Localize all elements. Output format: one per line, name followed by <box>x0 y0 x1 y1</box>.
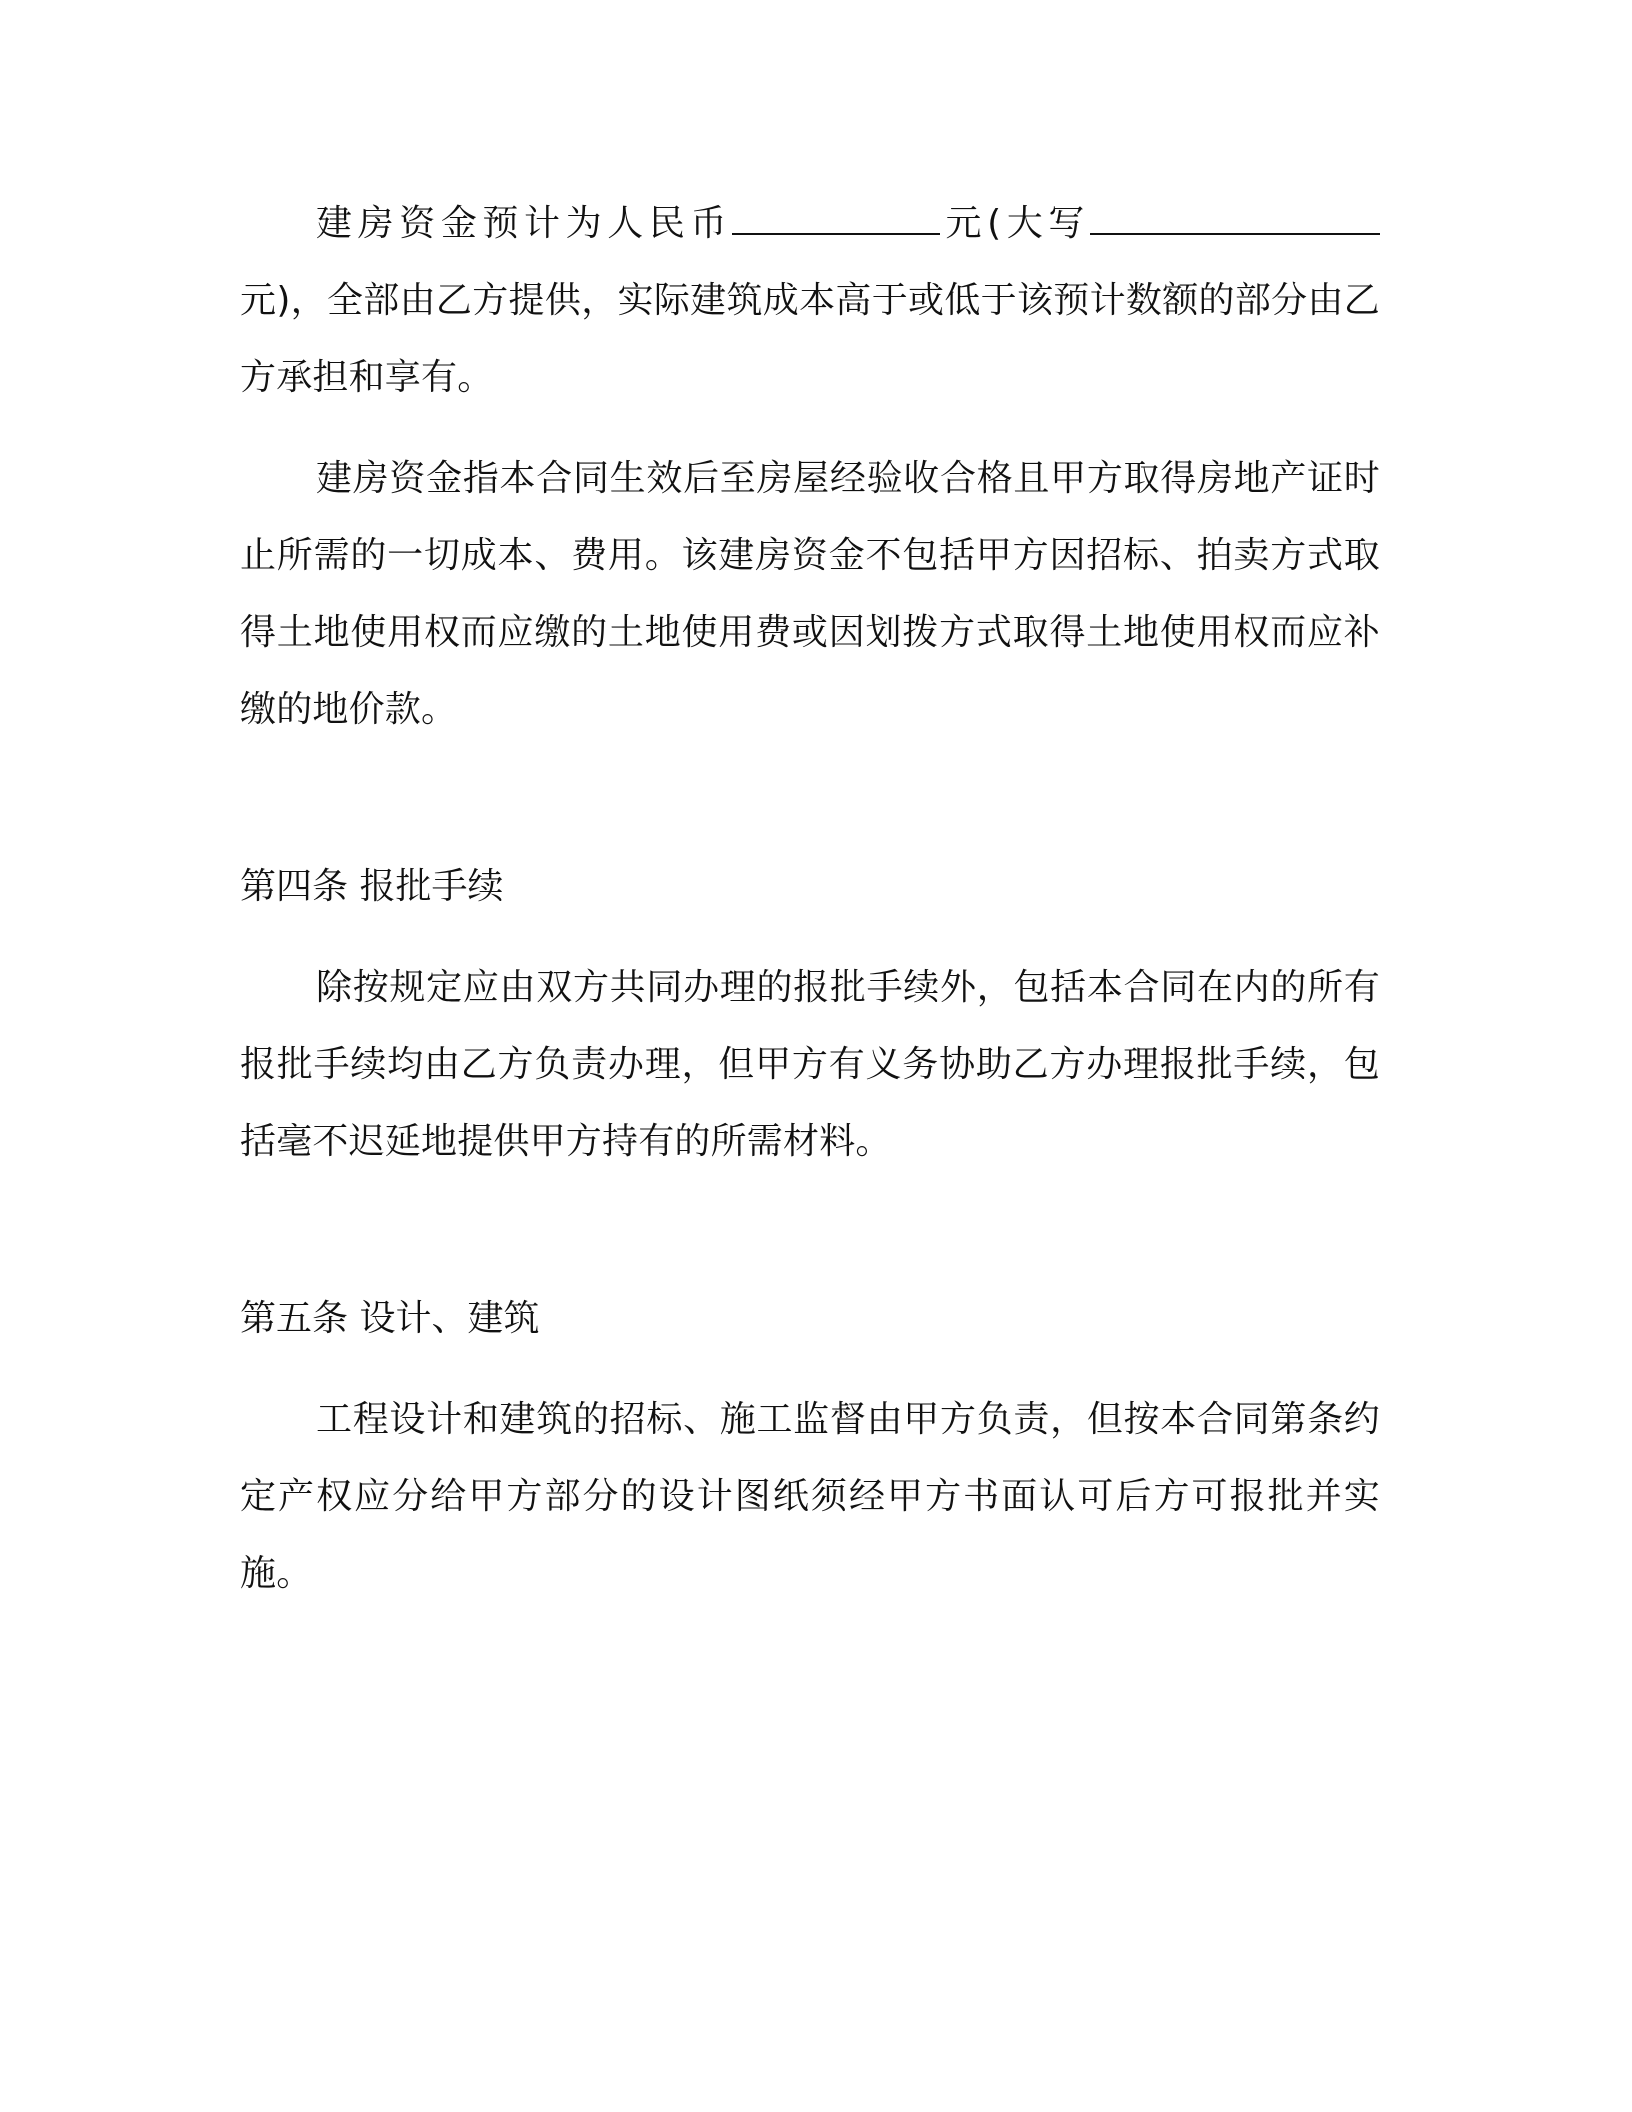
blank-amount-figures <box>732 203 940 235</box>
article-4-heading: 第四条 报批手续 <box>240 866 504 907</box>
article-4-body: 除按规定应由双方共同办理的报批手续外，包括本合同在内的所有报批手续均由乙方负责办理，但甲方有义务协助乙方办理报批手续，包括毫不迟延地提供甲方持有的所需材料。 <box>240 967 1380 1162</box>
paragraph-construction-funds-estimate <box>240 185 1380 416</box>
blank-amount-words <box>1090 203 1380 235</box>
paragraph-text: 元)，全部由乙方提供，实际建筑成本高于或低于该预计数额的部分由乙方承担和享有。 <box>240 280 1380 398</box>
article-5-body: 工程设计和建筑的招标、施工监督由甲方负责，但按本合同第条约定产权应分给甲方部分的设计图纸须经甲方书面认可后方可报批并实施。 <box>240 1399 1380 1594</box>
paragraph-construction-funds-definition: 建房资金指本合同生效后至房屋经验收合格且甲方取得房地产证时止所需的一切成本、费用。该建房资金不包括甲方因招标、拍卖方式取得土地使用权而应缴的土地使用费或因划拨方式取得土地使用权而应补缴的地价款。 <box>240 458 1380 730</box>
article-5-heading: 第五条 设计、建筑 <box>240 1298 540 1339</box>
paragraph-text: 建房资金预计为人民币 <box>316 203 733 244</box>
paragraph-text: 元(大写 <box>940 203 1090 244</box>
document-page <box>240 185 1380 1612</box>
